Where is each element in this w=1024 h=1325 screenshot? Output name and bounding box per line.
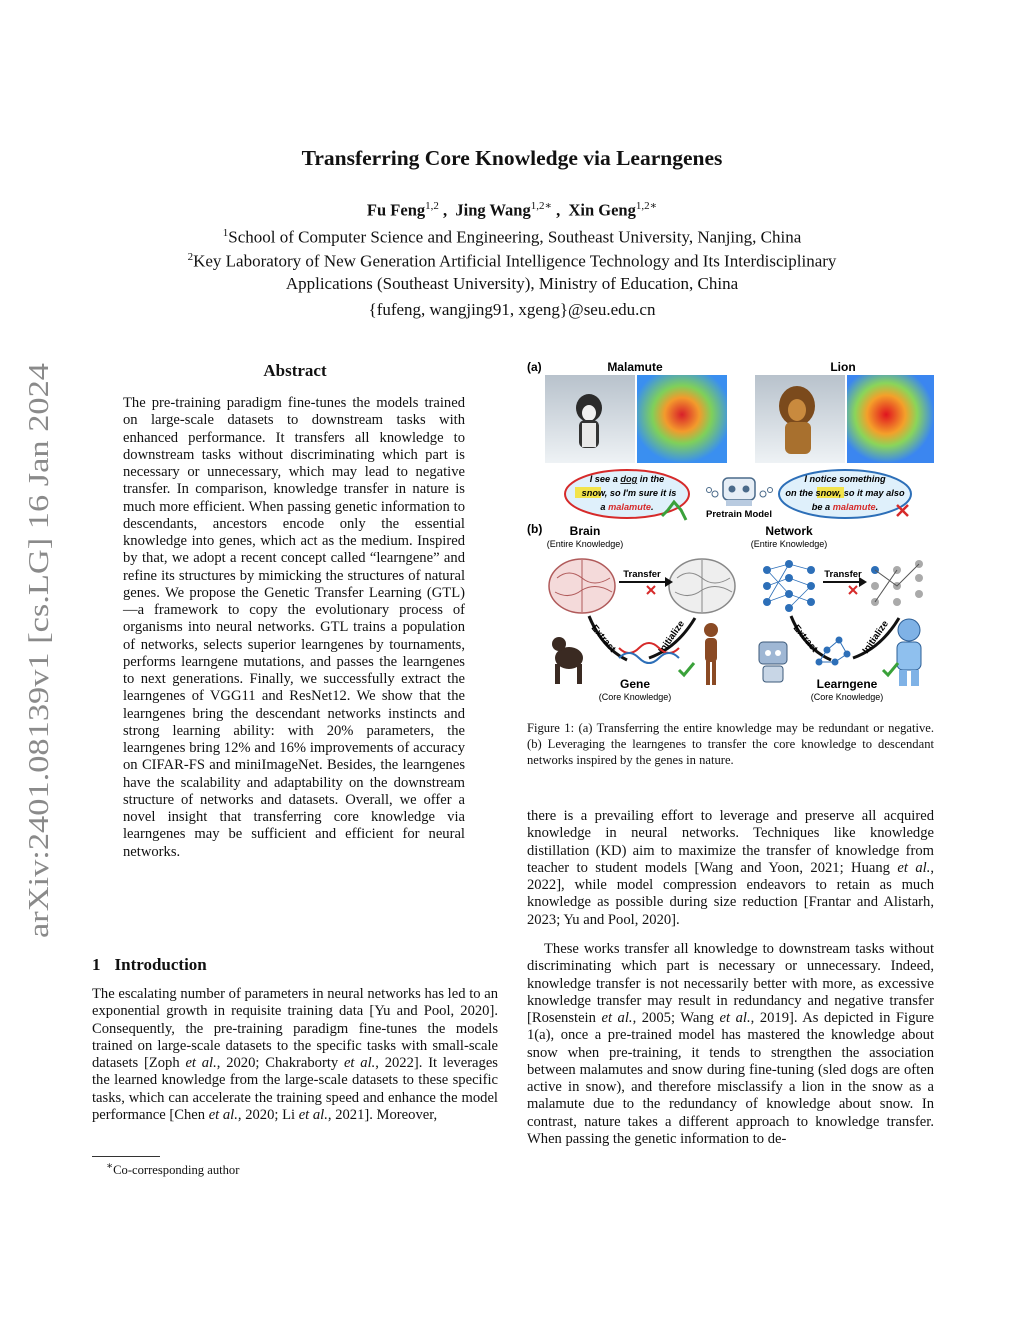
arxiv-id: arXiv:2401.08139v1 [cs.LG] 16 Jan 2024 — [23, 453, 55, 938]
extract-label: Extract — [588, 622, 618, 655]
footnote: ∗Co-corresponding author — [106, 1161, 240, 1178]
paper-title: Transferring Core Knowledge via Learngenes — [301, 146, 723, 170]
learngene-sub-label: (Core Knowledge) — [810, 692, 884, 702]
abstract-heading: Abstract — [263, 361, 327, 380]
panel-a-label: (a) — [527, 360, 542, 374]
author-sup: 1,2∗ — [635, 200, 658, 212]
brain-icon — [549, 559, 615, 613]
svg-text:I see a dog in the: I see a dog in the — [589, 474, 665, 484]
author-name: Xin Geng — [568, 200, 636, 220]
cross-mark-icon — [849, 586, 857, 594]
intro-paragraph: The escalating number of parameters in neural networks has led to an exponential growth in requisite training data [Yu and Pool, 2020]. Consequently, the pre-training paradigm fine-tunes the models trained on large-scale datasets to the specific tasks with small-scale datasets [Zoph et al., 2020; Chakraborty et al., 2022]. It leverages the learned knowledge from the large-scale datasets to these specific tasks, which can accelerate the training speed and enhance the model performance [Chen et al., 2020; Li et al., 2021]. Moreover, — [92, 986, 498, 1123]
malamute-label: Malamute — [607, 360, 663, 374]
network-icon — [763, 560, 815, 612]
brain-sub-label: (Entire Knowledge) — [546, 539, 624, 549]
author-sup: 1,2 — [425, 200, 439, 212]
big-robot-icon — [897, 619, 921, 686]
svg-text:I notice something: I notice something — [804, 474, 886, 484]
speech-bubble-right — [779, 470, 911, 518]
arxiv-sidebar — [14, 360, 60, 940]
gene-label: Gene — [619, 677, 651, 691]
pretrain-model-label: Pretrain Model — [706, 509, 772, 520]
human-icon — [704, 623, 718, 685]
email: {fufeng, wangjing91, xgeng}@seu.edu.cn — [368, 300, 656, 319]
network-sub-label: (Entire Knowledge) — [750, 539, 828, 549]
svg-text:a malamute.: a malamute. — [600, 502, 654, 512]
transfer-label: Transfer — [824, 569, 862, 580]
brain-label: Brain — [569, 524, 601, 538]
gene-sub-label: (Core Knowledge) — [598, 692, 672, 702]
section-number: 1 — [92, 955, 101, 974]
lion-heatmap — [847, 375, 934, 463]
svg-text:on the snow, so it may also: on the snow, so it may also — [785, 488, 905, 498]
robot-icon — [707, 478, 773, 506]
footnote-rule — [92, 1156, 160, 1157]
initialize-label: Initialize — [656, 618, 687, 656]
network-target-icon — [871, 560, 923, 606]
malamute-heatmap — [637, 375, 727, 463]
learngene-label: Learngene — [816, 677, 878, 691]
initialize-label: Initialize — [860, 618, 891, 656]
affiliation-2-cont: Applications (Southeast University), Ministry of Education, China — [285, 274, 739, 293]
learngene-structure-icon — [816, 637, 851, 666]
transfer-label: Transfer — [623, 569, 661, 580]
author-name: Jing Wang — [455, 200, 531, 220]
section-title: Introduction — [114, 955, 207, 974]
section-heading — [92, 955, 221, 975]
panel-b-label: (b) — [527, 522, 543, 536]
check-mark-icon — [883, 663, 898, 675]
abstract-text: The pre-training paradigm fine-tunes the models trained on large-scale datasets to downstream tasks with enhanced performance. It transfers all knowledge to downstream tasks without discriminating which part is necessary or unnecessary, which may lead to negative transfer. In comparison, knowledge transfer in nature is much more efficient. When passing genetic information to descendants, ancestors encode only the essential knowledge into genes, which act as the medium. Inspired by that, we adopt a recent concept called “learngene” and refine its structures by mimicking the structures of natural genes. We propose the Genetic Transfer Learning (GTL)—a framework to copy the evolutionary process of organisms into neural networks. GTL trains a population of networks, selects superior learngenes by tournaments, performs learngene mutations, and passes the learngenes to next generations. Finally, we successfully extract the learngenes of VGG11 and ResNet12. We show that the learngenes bring the descendant networks instincts and strong learning ability: with 20% parameters, the learngenes bring 12% and 16% improvements of accuracy on CIFAR-FS and miniImageNet. Besides, the learngenes have the scalability and adaptability on the downstream structure of networks and datasets. Overall, we offer a novel insight that transferring core knowledge via learngenes may be sufficient and efficient for neural networks. — [123, 395, 465, 860]
affiliation-2: $^2$Key Laboratory of New Generation Artificial Intelligence Technology and Its Interdisciplinary — [187, 251, 837, 271]
lion-label: Lion — [830, 360, 856, 374]
small-robot-icon — [759, 642, 787, 682]
malamute-photo — [545, 375, 635, 463]
author-name: Fu Feng — [366, 200, 426, 220]
brain-target-icon — [669, 559, 735, 613]
figure-1 — [527, 358, 934, 710]
svg-text:be a malamute.: be a malamute. — [811, 502, 879, 512]
extract-label: Extract — [790, 622, 820, 655]
affiliation-1: $^1$School of Computer Science and Engineering, Southeast University, Nanjing, China — [222, 227, 802, 247]
speech-bubble-left — [565, 470, 689, 518]
lion-photo — [755, 375, 845, 463]
network-label: Network — [765, 524, 813, 538]
cross-mark-icon — [647, 586, 655, 594]
ape-icon — [552, 637, 583, 684]
check-mark-icon — [679, 663, 694, 675]
figure-caption: Figure 1: (a) Transferring the entire knowledge may be redundant or negative. (b) Leveraging the learngenes to transfer the core knowledge to descendant networks inspired by the genes in nature. — [527, 721, 934, 767]
svg-text:snow, so I'm sure it is: snow, so I'm sure it is — [581, 488, 677, 498]
right-paragraph-1: there is a prevailing effort to leverage and preserve all acquired knowledge in neural networks. Techniques like knowledge distillation (KD) aim to maximize the transfer of knowledge from teacher to student models [Wang and Yoon, 2021; Huang et al., 2022], while model compression endeavors to retain as much knowledge as possible during size reduction [Frantar and Alistarh, 2023; Yu and Pool, 2020]. — [527, 808, 934, 928]
author-sup: 1,2∗ — [530, 200, 552, 212]
right-paragraph-2: These works transfer all knowledge to downstream tasks without discriminating which part is necessary or unnecessary. Indeed, knowledge transfer is not necessarily better with more, as excessive knowledge transfer may result in redundancy and negative transfer [Rosenstein et al., 2005; Wang et al., 2019]. As depicted in Figure 1(a), once a pre-trained model has mastered the knowledge about snow when pre-training, it tends to strengthen the association between malamutes and snow during fine-tuning (sled dogs are often active in snow), and therefore misclassify a lion in the snow as a malamute due to the redundancy of knowledge about snow. In contrast, nature takes a different approach to knowledge transfer. When passing the genetic information to de- — [527, 941, 935, 1147]
author-list: Fu Feng$^{1,2}$ , Jing Wang$^{1,2∗}$ , Xin Geng$^{1,2∗}$ — [366, 200, 658, 220]
